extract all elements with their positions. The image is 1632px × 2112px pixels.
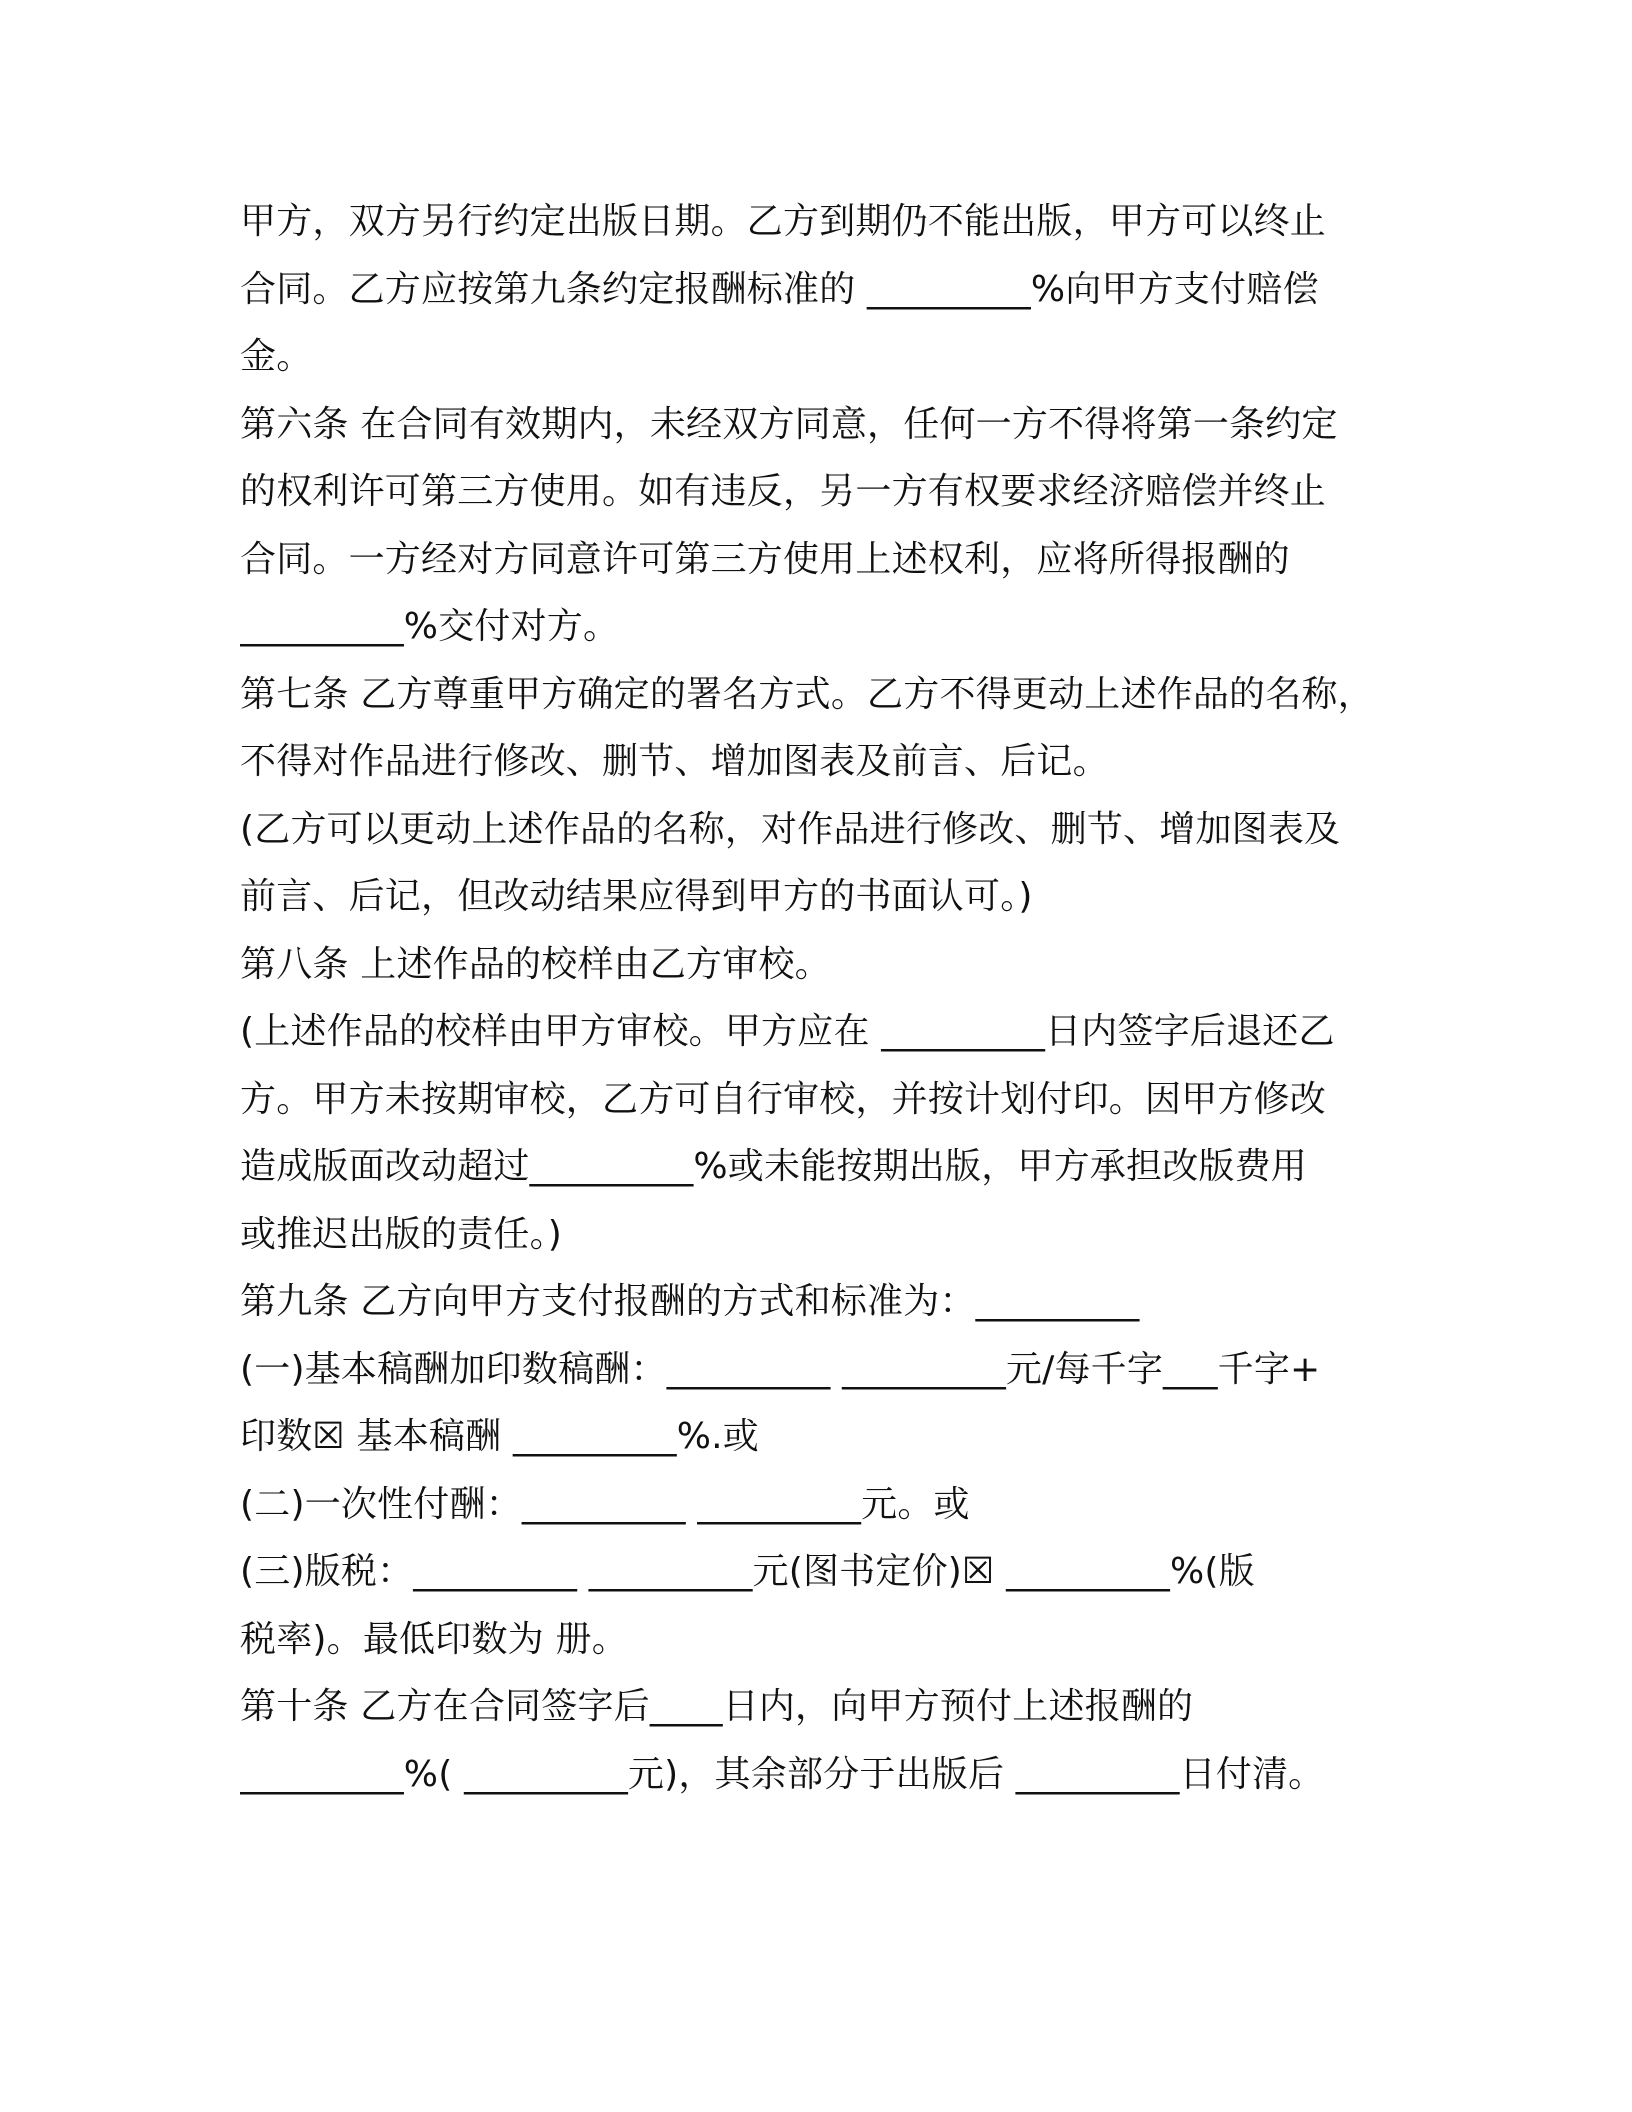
text-line: (三)版税：_________ _________元(图书定价)☒ _________%(版 (240, 1551, 1255, 1592)
text-line: 第八条 上述作品的校样由乙方审校。 (240, 943, 831, 985)
text-line: 造成版面改动超过_________%或未能按期出版，甲方承担改版费用 (240, 1146, 1308, 1187)
text-line: 税率)。最低印数为 册。 (240, 1618, 628, 1660)
text-line: _________%交付对方。 (240, 606, 620, 647)
text-line: 前言、后记，但改动结果应得到甲方的书面认可。) (240, 876, 1033, 917)
text-line: (上述作品的校样由甲方审校。甲方应在 _________日内签字后退还乙 (240, 1011, 1335, 1052)
document-body (240, 188, 1400, 1808)
text-line: 第六条 在合同有效期内，未经双方同意，任何一方不得将第一条约定 (240, 403, 1338, 445)
text-line: 第七条 乙方尊重甲方确定的署名方式。乙方不得更动上述作品的名称， (240, 673, 1374, 715)
text-line: (乙方可以更动上述作品的名称，对作品进行修改、删节、增加图表及 (240, 808, 1341, 850)
text-line: 合同。乙方应按第九条约定报酬标准的 _________%向甲方支付赔偿 (240, 268, 1319, 310)
text-line: 第九条 乙方向甲方支付报酬的方式和标准为：_________ (240, 1281, 1140, 1322)
text-line: 不得对作品进行修改、删节、增加图表及前言、后记。 (240, 741, 1109, 782)
text-line: 合同。一方经对方同意许可第三方使用上述权利，应将所得报酬的 (240, 538, 1290, 580)
text-line: 印数☒ 基本稿酬 _________%.或 (240, 1416, 760, 1457)
text-line: _________%( _________元)，其余部分于出版后 _________日付清。 (240, 1753, 1325, 1795)
text-line: (一)基本稿酬加印数稿酬：_________ _________元/每千字___千字+ (240, 1348, 1321, 1390)
text-line: 的权利许可第三方使用。如有违反，另一方有权要求经济赔偿并终止 (240, 471, 1327, 512)
text-line: (二)一次性付酬：_________ _________元。或 (240, 1483, 970, 1525)
text-line: 甲方，双方另行约定出版日期。乙方到期仍不能出版，甲方可以终止 (240, 201, 1327, 242)
text-line: 方。甲方未按期审校，乙方可自行审校，并按计划付印。因甲方修改 (240, 1078, 1327, 1120)
text-line: 金。 (240, 336, 313, 377)
text-line: 或推迟出版的责任。) (240, 1213, 563, 1255)
text-line: 第十条 乙方在合同签字后____日内，向甲方预付上述报酬的 (240, 1686, 1194, 1727)
